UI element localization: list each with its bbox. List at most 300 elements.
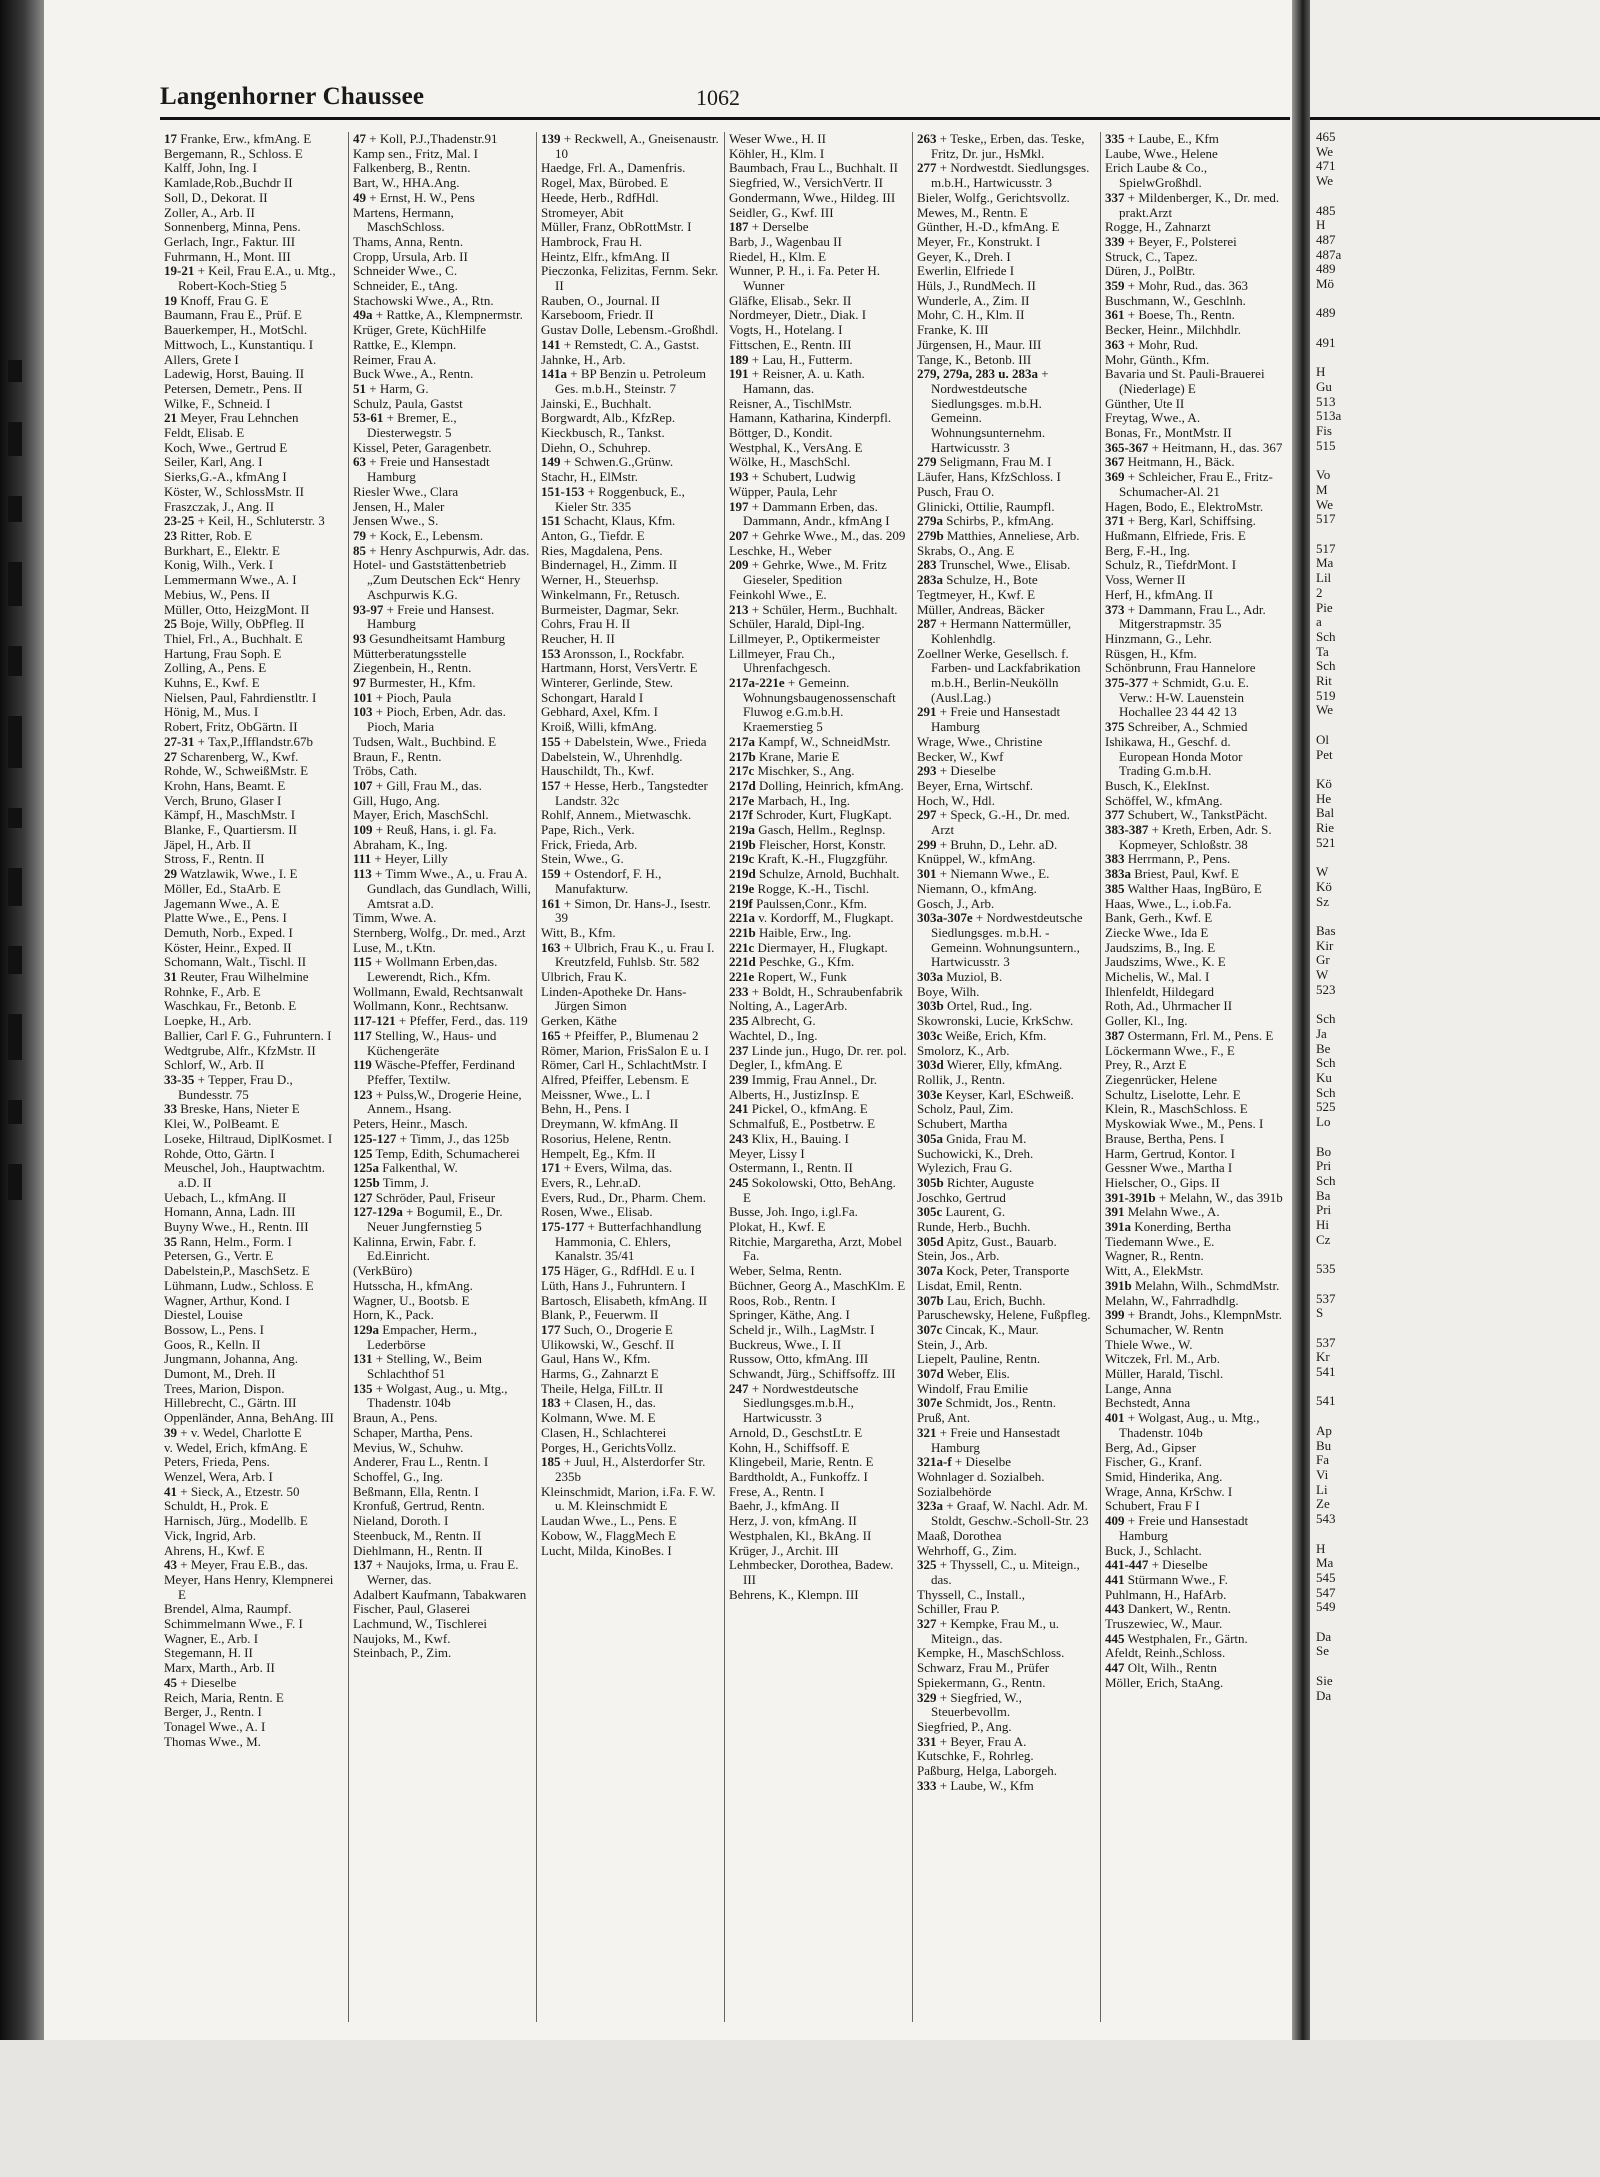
- house-number: 385: [1105, 880, 1125, 896]
- house-number: 101: [353, 689, 373, 705]
- next-page-line: 489: [1316, 261, 1336, 277]
- directory-entry: [164, 147, 342, 162]
- resident-text: + Tepper, Frau D., Bundesstr. 75: [178, 1072, 293, 1102]
- directory-entry: [917, 1102, 1095, 1117]
- directory-entry: [353, 794, 531, 809]
- directory-entry: [353, 808, 531, 823]
- house-number: 303c: [917, 1027, 943, 1043]
- next-page-line: Pri: [1316, 1202, 1332, 1218]
- directory-entry: [1105, 455, 1283, 470]
- directory-entry: [541, 647, 719, 662]
- resident-text: Wunner, P. H., i. Fa. Peter H. Wunner: [729, 263, 880, 294]
- resident-text: Ostermann, Frl. M., Pens. E: [1127, 1027, 1274, 1043]
- house-number: 119: [353, 1057, 372, 1073]
- directory-entry: [541, 1352, 719, 1367]
- resident-text: Kämpf, H., MaschMstr. I: [164, 807, 296, 823]
- directory-entry: [729, 1176, 907, 1205]
- directory-entry: [1105, 661, 1283, 676]
- directory-entry: [1105, 911, 1283, 926]
- resident-text: Müller, Franz, ObRottMstr. I: [541, 219, 692, 235]
- directory-entry: [353, 397, 531, 412]
- directory-entry: [729, 147, 907, 162]
- resident-text: Becker, W., Kwf: [917, 748, 1004, 764]
- resident-text: + Timm Wwe., A., u. Frau A. Gundlach, das Gundlach, Willi, Amtsrat a.D.: [367, 866, 531, 911]
- directory-entry: [917, 1249, 1095, 1264]
- next-page-line: 541: [1316, 1393, 1336, 1409]
- next-page-line: 465: [1316, 130, 1336, 144]
- resident-text: Köhler, H., Klm. I: [729, 145, 825, 161]
- directory-entry: [164, 529, 342, 544]
- resident-text: Clasen, H., Schlachterei: [541, 1424, 667, 1440]
- resident-text: Glinicki, Ottilie, Raumpfl.: [917, 498, 1055, 514]
- directory-entry: [353, 911, 531, 926]
- directory-entry: [353, 1602, 531, 1617]
- directory-entry: [917, 558, 1095, 573]
- directory-entry: [164, 1235, 342, 1250]
- next-page-line: Ma: [1316, 1555, 1334, 1571]
- directory-entry: [353, 485, 531, 500]
- resident-text: Mayer, Erich, MaschSchl.: [353, 807, 489, 823]
- resident-text: Schönbrunn, Frau Hannelore: [1105, 660, 1256, 676]
- house-number: 93: [353, 630, 366, 646]
- resident-text: Rogel, Max, Bürobed. E: [541, 175, 669, 191]
- house-number: 157: [541, 777, 561, 793]
- house-number: 221d: [729, 954, 756, 970]
- directory-entry: [353, 867, 531, 911]
- directory-entry: [917, 1367, 1095, 1382]
- directory-entry: [353, 264, 531, 279]
- directory-entry: [541, 661, 719, 676]
- resident-text: Boye, Wilh.: [917, 983, 980, 999]
- directory-entry: [917, 1338, 1095, 1353]
- resident-text: Schreiber, A., Schmied: [1127, 719, 1248, 735]
- resident-text: Nielsen, Paul, Fahrdienstltr. I: [164, 689, 317, 705]
- directory-entry: [164, 867, 342, 882]
- scan-bottom-margin: [0, 2040, 1600, 2177]
- directory-entry: [1105, 632, 1283, 647]
- directory-entry: [164, 1602, 342, 1617]
- resident-text: Truszewiec, W., Maur.: [1105, 1616, 1223, 1632]
- resident-text: Häger, G., RdfHdl. E u. I: [563, 1263, 695, 1279]
- resident-text: + Pfeiffer, P., Blumenau 2: [563, 1027, 699, 1043]
- house-number: 43: [164, 1557, 177, 1573]
- next-page-line: Ta: [1316, 643, 1329, 659]
- resident-text: Russow, Otto, kfmAng. III: [729, 1351, 869, 1367]
- resident-text: Schimmelmann Wwe., F. I: [164, 1616, 303, 1632]
- directory-entry: [164, 1014, 342, 1029]
- next-page-line: He: [1316, 790, 1332, 806]
- house-number: 401: [1105, 1410, 1125, 1426]
- resident-text: Robert, Fritz, ObGärtn. II: [164, 719, 298, 735]
- resident-text: Hempelt, Eg., Kfm. II: [541, 1145, 656, 1161]
- resident-text: + Wolgast, Aug., u. Mtg., Thadenstr. 104b: [1119, 1410, 1260, 1440]
- directory-entry: [353, 1132, 531, 1147]
- directory-entry: [1105, 1485, 1283, 1500]
- house-number: 159: [541, 866, 561, 882]
- resident-text: Behrens, K., Klempn. III: [729, 1586, 859, 1602]
- directory-entry: [164, 897, 342, 912]
- directory-entry: [1105, 1661, 1283, 1676]
- resident-text: + Juul, H., Alsterdorfer Str. 235b: [555, 1454, 706, 1484]
- directory-entry: [353, 779, 531, 794]
- directory-entry: [917, 1617, 1095, 1646]
- directory-entry: [1105, 1044, 1283, 1059]
- directory-entry: [541, 1102, 719, 1117]
- directory-entry: [353, 1382, 531, 1411]
- directory-entry: [1105, 926, 1283, 941]
- directory-entry: [917, 588, 1095, 603]
- directory-entry: [729, 1514, 907, 1529]
- directory-entry: [729, 823, 907, 838]
- directory-entry: [917, 573, 1095, 588]
- directory-entry: [541, 426, 719, 441]
- resident-text: Rogge, K.-H., Tischl.: [757, 880, 870, 896]
- directory-entry: [353, 1588, 531, 1603]
- next-page-line: W: [1316, 864, 1329, 880]
- directory-entry: [729, 911, 907, 926]
- directory-entry: [353, 132, 531, 147]
- house-number: 189: [729, 351, 749, 367]
- directory-entry: [917, 308, 1095, 323]
- directory-entry: [164, 470, 342, 485]
- directory-entry: [541, 558, 719, 573]
- resident-text: Homann, Anna, Ladn. III: [164, 1204, 296, 1220]
- next-page-line: 543: [1316, 1511, 1336, 1527]
- directory-entry: [1105, 985, 1283, 1000]
- next-page-line: Ze: [1316, 1496, 1330, 1512]
- directory-entry: [729, 882, 907, 897]
- resident-text: Watzlawik, Wwe., I. E: [180, 866, 298, 882]
- resident-text: Peschke, G., Kfm.: [758, 954, 855, 970]
- next-page-line: We: [1316, 496, 1333, 512]
- house-number: 279a: [917, 513, 943, 529]
- resident-text: Ulbrich, Frau K.: [541, 969, 627, 985]
- resident-text: Buschmann, W., Geschlnh.: [1105, 292, 1246, 308]
- resident-text: Thams, Anna, Rentn.: [353, 233, 464, 249]
- directory-entry: [164, 264, 342, 293]
- house-number: 79: [353, 527, 366, 543]
- house-number: 339: [1105, 233, 1125, 249]
- house-number: 297: [917, 807, 937, 823]
- resident-text: Hußmann, Elfriede, Fris. E: [1105, 527, 1246, 543]
- directory-entry: [164, 676, 342, 691]
- resident-text: + Sieck, A., Etzestr. 50: [180, 1483, 300, 1499]
- directory-entry: [164, 353, 342, 368]
- house-number: 149: [541, 454, 561, 470]
- directory-entry: [917, 1264, 1095, 1279]
- directory-entry: [164, 735, 342, 750]
- next-page-line: Vo: [1316, 467, 1331, 483]
- directory-entry: [1105, 132, 1283, 147]
- directory-entry: [917, 1602, 1095, 1617]
- resident-text: Busch, K., ElekInst.: [1105, 777, 1210, 793]
- resident-text: Sternberg, Wolfg., Dr. med., Arzt: [353, 924, 526, 940]
- house-number: 303b: [917, 998, 944, 1014]
- resident-text: Ziecke Wwe., Ida E: [1105, 924, 1209, 940]
- resident-text: Barb, J., Wagenbau II: [729, 233, 842, 249]
- directory-entry: [917, 1058, 1095, 1073]
- next-page-line: Bal: [1316, 805, 1335, 821]
- resident-text: Haible, Erw., Ing.: [758, 924, 852, 940]
- house-number: 367: [1105, 454, 1125, 470]
- resident-text: Koch, Wwe., Gertrud E: [164, 439, 288, 455]
- house-number: 183: [541, 1395, 561, 1411]
- directory-entry: [917, 1235, 1095, 1250]
- resident-text: + Gill, Frau M., das.: [375, 777, 483, 793]
- resident-text: + Dabelstein, Wwe., Frieda: [563, 733, 707, 749]
- directory-entry: [729, 1235, 907, 1264]
- house-number: 305c: [917, 1204, 943, 1220]
- resident-text: Prey, R., Arzt E: [1105, 1057, 1187, 1073]
- resident-text: + Stelling, W., Beim Schlachthof 51: [367, 1351, 483, 1382]
- next-page-line: [1316, 292, 1456, 307]
- resident-text: Fittschen, E., Rentn. III: [729, 336, 852, 352]
- next-page-line: Ba: [1316, 1187, 1331, 1203]
- resident-text: Knüppel, W., kfmAng.: [917, 851, 1036, 867]
- resident-text: Schmidt, Jos., Rentn.: [945, 1395, 1057, 1411]
- resident-text: Schumacher, W. Rentn: [1105, 1321, 1224, 1337]
- resident-text: Keyser, Karl, ESchweiß.: [945, 1086, 1074, 1102]
- resident-text: Wilke, F., Schneid. I: [164, 395, 271, 411]
- directory-entry: [164, 250, 342, 265]
- resident-text: Knoff, Frau G. E: [180, 292, 269, 308]
- directory-entry: [729, 632, 907, 647]
- directory-entry: [164, 1279, 342, 1294]
- house-number: 305b: [917, 1174, 944, 1190]
- directory-entry: [353, 279, 531, 294]
- directory-entry: [1105, 529, 1283, 544]
- house-number: 63: [353, 454, 366, 470]
- directory-entry: [164, 1191, 342, 1206]
- resident-text: Stachowski Wwe., A., Rtn.: [353, 292, 494, 308]
- directory-entry: [729, 191, 907, 206]
- resident-text: Berger, J., Rentn. I: [164, 1704, 262, 1720]
- directory-entry: [541, 617, 719, 632]
- resident-text: Witczek, Frl. M., Arb.: [1105, 1351, 1221, 1367]
- directory-entry: [917, 1779, 1095, 1794]
- directory-entry: [917, 764, 1095, 779]
- resident-text: Herz, J. von, kfmAng. II: [729, 1513, 857, 1529]
- next-page-line: Ap: [1316, 1422, 1332, 1438]
- resident-text: Ewerlin, Elfriede I: [917, 263, 1015, 279]
- resident-text: Wüpper, Paula, Lehr: [729, 483, 837, 499]
- resident-text: Martens, Hermann, MaschSchloss.: [353, 204, 454, 235]
- resident-text: Jäpel, H., Arb. II: [164, 836, 252, 852]
- directory-entry: [1105, 867, 1283, 882]
- resident-text: Tiedemann Wwe., E.: [1105, 1233, 1215, 1249]
- house-number: 125b: [353, 1174, 380, 1190]
- resident-text: Struck, C., Tapez.: [1105, 248, 1198, 264]
- house-number: 279b: [917, 527, 944, 543]
- resident-text: Düren, J., PolBtr.: [1105, 263, 1196, 279]
- directory-entry: [164, 1338, 342, 1353]
- house-number: 39: [164, 1424, 177, 1440]
- directory-entry: [541, 264, 719, 293]
- resident-text: + Dammann Erben, das. Dammann, Andr., kfmAng I: [743, 498, 890, 529]
- directory-entry: [164, 558, 342, 573]
- resident-text: Goos, R., Kelln. II: [164, 1336, 261, 1352]
- resident-text: + Butterfachhandlung Hammonia, C. Ehlers, Kanalstr. 35/41: [555, 1219, 702, 1264]
- directory-entry: [541, 161, 719, 176]
- resident-text: Wachtel, D., Ing.: [729, 1027, 818, 1043]
- house-number: 373: [1105, 601, 1125, 617]
- directory-entry: [1105, 1573, 1283, 1588]
- resident-text: Ostermann, I., Rentn. II: [729, 1160, 853, 1176]
- house-number: 29: [164, 866, 177, 882]
- house-number: 409: [1105, 1513, 1125, 1529]
- resident-text: Loepke, H., Arb.: [164, 1013, 252, 1029]
- house-number: 151: [541, 513, 561, 529]
- directory-entry: [164, 206, 342, 221]
- directory-entry: [1105, 1632, 1283, 1647]
- directory-entry: [353, 367, 531, 382]
- directory-entry: [1105, 1205, 1283, 1220]
- scan-edge-marks: [8, 360, 28, 1240]
- directory-entry: [353, 676, 531, 691]
- resident-text: + Pulss,W., Drogerie Heine, Annem., Hsang.: [367, 1086, 522, 1117]
- directory-entry: [1105, 1441, 1283, 1456]
- directory-entry: [1105, 426, 1283, 441]
- directory-entry: [164, 1161, 342, 1190]
- resident-text: Schröder, Paul, Friseur: [375, 1189, 496, 1205]
- resident-text: Rollik, J., Rentn.: [917, 1072, 1006, 1087]
- directory-entry: [1105, 191, 1283, 220]
- next-page-line: Sch: [1316, 1084, 1336, 1100]
- resident-text: Rattke, E., Klempn.: [353, 336, 457, 352]
- house-number: 93-97: [353, 601, 384, 617]
- resident-text: Römer, Marion, FrisSalon E u. I: [541, 1042, 709, 1058]
- directory-entry: [1105, 1588, 1283, 1603]
- house-number: 325: [917, 1557, 937, 1573]
- resident-text: Evers, Rud., Dr., Pharm. Chem.: [541, 1189, 707, 1205]
- resident-text: Anton, G., Tiefdr. E: [541, 527, 645, 543]
- directory-entry: [164, 794, 342, 809]
- resident-text: Wehrhoff, G., Zim.: [917, 1542, 1017, 1558]
- resident-text: + Bruhn, D., Lehr. aD.: [939, 836, 1058, 852]
- next-page-line: [1316, 762, 1456, 777]
- resident-text: Hartung, Frau Soph. E: [164, 645, 282, 661]
- next-page-line: Sch: [1316, 1055, 1336, 1071]
- resident-text: Cohrs, Frau H. II: [541, 616, 631, 632]
- resident-text: Baumbach, Frau L., Buchhalt. II: [729, 160, 898, 176]
- directory-entry: [729, 426, 907, 441]
- directory-entry: [917, 338, 1095, 353]
- house-number: 263: [917, 132, 937, 146]
- directory-entry: [541, 1426, 719, 1441]
- resident-text: Timm, J.: [382, 1174, 429, 1190]
- resident-text: Sonnenberg, Minna, Pens.: [164, 219, 301, 235]
- resident-text: Ballier, Carl F. G., Fuhruntern. I: [164, 1027, 332, 1043]
- house-number: 293: [917, 763, 937, 779]
- resident-text: Meyer, Lissy I: [729, 1145, 805, 1161]
- next-page-line: Ku: [1316, 1070, 1332, 1085]
- directory-entry: [353, 323, 531, 338]
- resident-text: Allers, Grete I: [164, 351, 239, 367]
- directory-entry: [164, 1514, 342, 1529]
- house-number: 25: [164, 616, 177, 632]
- resident-text: + Ernst, H. W., Pens: [369, 189, 475, 205]
- directory-entry: [541, 1544, 719, 1559]
- page-header: [120, 83, 1290, 119]
- resident-text: Winterer, Gerlinde, Stew.: [541, 675, 674, 691]
- house-number: 171: [541, 1160, 561, 1176]
- directory-entry: [917, 735, 1095, 750]
- directory-entry: [917, 1499, 1095, 1528]
- resident-text: + Schüler, Herm., Buchhalt.: [751, 601, 898, 617]
- directory-column-4: [724, 132, 911, 2022]
- directory-entry: [541, 1073, 719, 1088]
- resident-text: Schulz, Paula, Gastst: [353, 395, 463, 411]
- resident-text: + Nordwestdeutsche Siedlungsges. m.b.H. Gemeinn. Wohnungsunternehm. Hartwicusstr. 3: [931, 366, 1049, 455]
- directory-entry: [353, 1632, 531, 1647]
- resident-text: Jürgensen, H., Maur. III: [917, 336, 1042, 352]
- directory-entry: [1105, 1470, 1283, 1485]
- resident-text: Baehr, J., kfmAng. II: [729, 1498, 840, 1514]
- resident-text: Kuhns, E., Kwf. E: [164, 675, 260, 691]
- resident-text: Köster, Heinr., Exped. II: [164, 939, 292, 955]
- resident-text: + Heyer, Lilly: [374, 851, 448, 867]
- resident-text: Degler, I., kfmAng. E: [729, 1057, 843, 1073]
- directory-entry: [729, 1529, 907, 1544]
- resident-text: Bossow, L., Pens. I: [164, 1321, 264, 1337]
- resident-text: Freytag, Wwe., A.: [1105, 410, 1201, 426]
- resident-text: Ahrens, H., Kwf. E: [164, 1542, 265, 1558]
- resident-text: Haas, Wwe., L., i.ob.Fa.: [1105, 895, 1232, 911]
- resident-text: Ziegenbein, H., Rentn.: [353, 660, 472, 676]
- directory-entry: [1105, 544, 1283, 559]
- next-page-line: [1316, 527, 1456, 542]
- directory-entry: [164, 573, 342, 588]
- next-page-line: [1316, 1615, 1456, 1630]
- house-number: 387: [1105, 1027, 1125, 1043]
- directory-entry: [353, 1558, 531, 1587]
- next-page-line: 537: [1316, 1334, 1336, 1350]
- directory-entry: [541, 1396, 719, 1411]
- next-page-line: [1316, 1277, 1456, 1292]
- next-page-line: Sie: [1316, 1672, 1333, 1688]
- directory-entry: [164, 617, 342, 632]
- house-number: 287: [917, 616, 937, 632]
- house-number: 135: [353, 1380, 373, 1396]
- resident-text: Liepelt, Pauline, Rentn.: [917, 1351, 1041, 1367]
- directory-entry: [541, 514, 719, 529]
- directory-entry: [541, 632, 719, 647]
- house-number: 153: [541, 645, 561, 661]
- directory-entry: [729, 529, 907, 544]
- directory-entry: [729, 764, 907, 779]
- resident-text: + Nordwestdt. Siedlungsges. m.b.H., Hartwicusstr. 3: [931, 160, 1090, 191]
- next-page-line: 491: [1316, 334, 1336, 350]
- resident-text: Stegemann, H. II: [164, 1645, 253, 1661]
- directory-entry: [729, 500, 907, 529]
- resident-text: + Mohr, Rud.: [1127, 336, 1199, 352]
- directory-entry: [729, 1499, 907, 1514]
- resident-text: Seligmann, Frau M. I: [939, 454, 1052, 470]
- house-number: 27: [164, 748, 177, 764]
- directory-entry: [164, 1558, 342, 1573]
- next-page-line: Pet: [1316, 746, 1333, 762]
- resident-text: Bartosch, Elisabeth, kfmAng. II: [541, 1292, 708, 1308]
- directory-entry: [729, 1544, 907, 1559]
- directory-entry: [917, 970, 1095, 985]
- resident-text: Harnisch, Jürg., Modellb. E: [164, 1513, 308, 1529]
- directory-entry: [1105, 941, 1283, 956]
- directory-entry: [917, 897, 1095, 912]
- directory-entry: [1105, 264, 1283, 279]
- next-page-line: We: [1316, 173, 1333, 189]
- resident-text: + Roggenbuck, E., Kieler Str. 335: [555, 483, 685, 514]
- resident-text: Lau, Erich, Buchh.: [946, 1292, 1046, 1308]
